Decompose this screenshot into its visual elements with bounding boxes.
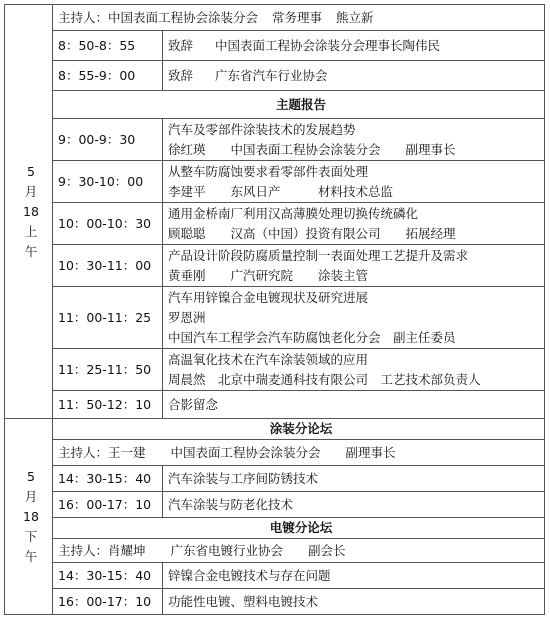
talk-row <box>5 119 545 161</box>
forum-host: 主持人：肖耀坤 广东省电镀行业协会 副会长 <box>53 539 545 563</box>
talk-row <box>5 391 545 419</box>
forum-title: 涂装分论坛 <box>53 419 545 440</box>
talk-speaker: 黄垂刚 广汽研究院 涂装主管 <box>168 267 369 283</box>
opening-time: 8：55-9：00 <box>53 61 163 91</box>
talk-row <box>5 287 545 349</box>
forum-topic: 功能性电镀、塑料电镀技术 <box>163 589 545 615</box>
forum-topic: 汽车涂装与防老化技术 <box>163 492 545 518</box>
side-date: 18 <box>23 203 39 219</box>
forum-time: 14：30-15：40 <box>53 563 163 589</box>
side-period-1: 上 <box>24 223 38 239</box>
forum-time: 16：00-17：10 <box>53 589 163 615</box>
forum-host-row <box>5 539 545 563</box>
talk-row <box>5 349 545 391</box>
talk-title: 合影留念 <box>163 391 545 419</box>
opening-kind: 致辞 <box>168 67 194 83</box>
talk-detail <box>163 349 545 391</box>
talk-time: 10：30-11：00 <box>53 245 163 287</box>
side-day: 5 <box>27 468 35 484</box>
talk-detail <box>163 203 545 245</box>
talk-detail <box>163 161 545 203</box>
forum-header-row <box>5 419 545 440</box>
talk-title: 汽车及零部件涂装技术的发展趋势 <box>168 121 356 137</box>
side-period-2: 午 <box>24 243 38 259</box>
talk-row <box>5 161 545 203</box>
talk-time: 11：50-12：10 <box>53 391 163 419</box>
talk-speaker: 罗恩洲 <box>168 309 206 325</box>
morning-host <box>53 5 545 31</box>
talk-speaker: 顾聪聪 汉高（中国）投资有限公司 拓展经理 <box>168 225 456 241</box>
forum-title: 电镀分论坛 <box>53 518 545 539</box>
talk-title: 通用金桥南厂利用汉高薄膜处理切换传统磷化 <box>168 205 419 221</box>
opening-detail <box>163 61 545 91</box>
side-period-2: 午 <box>24 548 38 564</box>
forum-host: 主持人：王一建 中国表面工程协会涂装分会 副理事长 <box>53 440 545 466</box>
talk-detail <box>163 119 545 161</box>
talk-row <box>5 203 545 245</box>
talk-row <box>5 245 545 287</box>
forum-host-row <box>5 440 545 466</box>
forum-topic: 锌镍合金电镀技术与存在问题 <box>163 563 545 589</box>
host-label: 主持人： <box>58 9 109 25</box>
opening-row <box>5 61 545 91</box>
host-name: 熊立新 <box>336 9 374 25</box>
side-date: 18 <box>23 508 39 524</box>
side-period-1: 下 <box>24 528 38 544</box>
section-title: 主题报告 <box>53 91 545 119</box>
morning-host-row <box>5 5 545 31</box>
talk-title: 从整车防腐蚀要求看零部件表面处理 <box>168 163 369 179</box>
talk-affiliation: 中国汽车工程学会汽车防腐蚀老化分会 副主任委员 <box>168 329 456 345</box>
forum-topic: 汽车涂装与工序间防锈技术 <box>163 466 545 492</box>
talk-time: 9：30-10：00 <box>53 161 163 203</box>
talk-speaker: 徐红瑛 中国表面工程协会涂装分会 副理事长 <box>168 141 456 157</box>
talk-title: 高温氧化技术在汽车涂装领域的应用 <box>168 351 369 367</box>
talk-time: 9：00-9：30 <box>53 119 163 161</box>
talk-speaker: 李建平 东风日产 材料技术总监 <box>168 183 394 199</box>
host-title: 常务理事 <box>272 9 323 25</box>
talk-time: 11：00-11：25 <box>53 287 163 349</box>
opening-detail <box>163 31 545 61</box>
side-month: 月 <box>24 183 38 199</box>
side-month: 月 <box>24 488 38 504</box>
side-day: 5 <box>27 163 35 179</box>
forum-header-row <box>5 518 545 539</box>
talk-title: 产品设计阶段防腐质量控制一表面处理工艺提升及需求 <box>168 247 469 263</box>
schedule-table <box>4 4 545 615</box>
talk-detail <box>163 287 545 349</box>
talk-time: 10：00-10：30 <box>53 203 163 245</box>
opening-time: 8：50-8：55 <box>53 31 163 61</box>
forum-time: 14：30-15：40 <box>53 466 163 492</box>
host-org: 中国表面工程协会涂装分会 <box>108 9 259 25</box>
opening-row <box>5 31 545 61</box>
forum-item-row <box>5 492 545 518</box>
forum-time: 16：00-17：10 <box>53 492 163 518</box>
forum-item-row <box>5 466 545 492</box>
talk-time: 11：25-11：50 <box>53 349 163 391</box>
forum-item-row <box>5 589 545 615</box>
afternoon-side-label <box>5 419 53 615</box>
section-header-row <box>5 91 545 119</box>
morning-side-label <box>5 5 53 419</box>
opening-kind: 致辞 <box>168 37 194 53</box>
opening-speaker: 广东省汽车行业协会 <box>215 67 328 83</box>
talk-speaker: 周晨然 北京中瑞麦通科技有限公司 工艺技术部负责人 <box>168 371 481 387</box>
talk-detail <box>163 245 545 287</box>
forum-item-row <box>5 563 545 589</box>
opening-speaker: 中国表面工程协会涂装分会理事长陶伟民 <box>215 37 441 53</box>
talk-title: 汽车用锌镍合金电镀现状及研究进展 <box>168 289 369 305</box>
